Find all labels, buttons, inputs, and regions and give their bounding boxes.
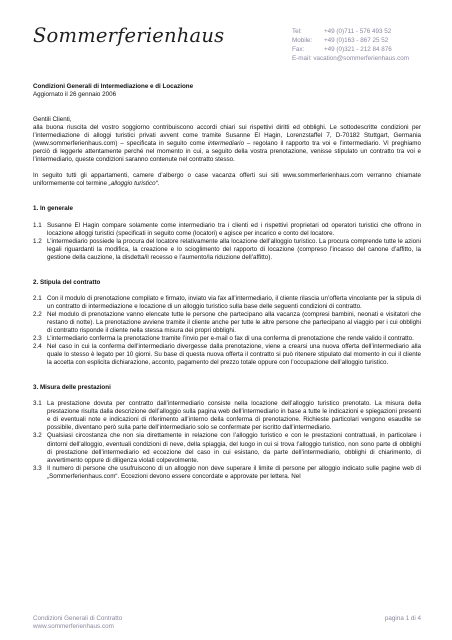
contact-fax [292,45,409,54]
contact-value: +49 (0)163 - 867 25 52 [324,37,389,45]
offer-paragraph [33,172,421,188]
page-number: pagina 1 di 4 [384,615,421,622]
item-number: 2.1 [33,294,42,302]
list-item [33,343,421,367]
section-heading: 2. Stipula del contratto [33,278,101,286]
list-item [33,311,421,335]
document-title: Condizioni Generali di Intermediazione e di Locazione [33,83,194,90]
list-item [33,335,421,343]
item-text: Il numero di persone che usufruiscono di un alloggio non deve superare il limite di persone per alloggio indicato sulle pagine web di „Sommerferienhaus.com“. Eccezioni devono essere concordate e approvate per lettera. Nel [47,464,421,480]
contact-value: +49 (0)711 - 576 493 52 [324,28,392,35]
contact-label: Mobile: [292,37,313,45]
footer-title: Condizioni Generali di Contratto [33,615,123,622]
contact-label: Fax: [292,46,305,54]
item-number: 1.1 [33,221,42,229]
page-footer [33,615,421,631]
item-text: L’intermediario conferma la prenotazione tramite l’invio per e-mail o fax di una conferma di prenotazione che rende valido il contratto. [47,335,414,343]
intro-paragraph [33,124,421,164]
intro-text: alla buona riuscita del vostro soggiorno contribuiscono accordi chiari sui rispettivi diritti ed obblighi. Le sottodescritte condizioni per l’intermediazione di alloggi turistici privati avvent come tramite Susanne El Hagin, Lorenzstaffel 7, D-70182 Stuttgart, Germania (www.sommerferienhaus.com) – specificata in seguito come [33,124,421,148]
item-text: Qualsiasi circostanza che non sia direttamente in relazione con l’alloggio turistico e con le prestazioni contrattuali, in particolare i dintorni dell’alloggio, eventuali condizioni di neve, della spiaggia, del luogo in cui si trova l’alloggio turistico, non sono parte di obblighi di prestazione dell’intermediario ed eccezione del caso in cui esistano, da parte dell’intermediario, obblighi di chiarimento, di avvertimento oppure di diligenza violati colpevolmente. [47,432,421,464]
contact-label: Tel: [292,28,302,35]
greeting: Gentili Clienti, [33,116,72,124]
contact-phone [292,27,409,36]
contact-block [292,27,409,63]
offer-emphasis: „alloggio turistico“ [108,180,158,188]
item-number: 1.2 [33,237,42,245]
list-item [33,400,421,432]
item-number: 2.2 [33,310,42,318]
list-item [33,432,421,464]
list-item [33,295,421,311]
list-item [33,238,421,262]
item-text: Nel caso in cui la conferma dell’intermediario divergesse dalla prenotazione, viene a crearsi una nuova offerta dell’intermediario alla quale lo stesso è legato per 10 giorni. Su base di questa nuova offerta il contratto si può ritenere stipulato dal momento in cui il cliente la accetta con esplicita dichiarazione, acconto, pagamento del prezzo totale oppure con l’occupazione dell’alloggio turistico. [47,343,421,367]
logo: Sommerferienhaus [33,24,225,47]
contact-mobile [292,36,409,45]
section-heading: 3. Misura delle prestazioni [33,384,111,392]
offer-text: In seguito tutti gli appartamenti, camere d’albergo o case vacanza offerti sui siti www.sommerferienhaus.com verranno chiamate uniformemente col termine [33,172,421,188]
intro-text-cont: – regolano il rapporto tra voi e l’intermediario. Vi preghiamo perciò di leggerle attentamente perché nel momento in cui, a seguito della vostra prenotazione, venisse stipulato un contratto tra voi e l’intermediario, queste condizioni saranno contenute nel contratto stesso. [33,140,421,164]
item-text: Susanne El Hagin compare solamente come intermediario tra i clienti ed i rispettivi proprietari od operatori turistici che offrono in locazione alloggi turistici (specificati in seguito come (locatori) e agisce per incarico e conto del locatore. [47,221,421,237]
item-number: 3.1 [33,400,42,408]
item-number: 3.2 [33,432,42,440]
item-number: 2.3 [33,335,42,343]
list-item [33,465,421,481]
document-body [33,83,421,481]
item-number: 3.3 [33,464,42,472]
item-text: Nel modulo di prenotazione vanno elencate tutte le persone che partecipano alla vacanza (compresi bambini, neonati e visitatori che restano di notte). La prenotazione avviene tramite il cliente anche per tutte le altre persone che partecipano al viaggio per i cui obblighi di contratto risponde il cliente nella stessa misura dei propri obblighi. [47,310,421,334]
contact-value: +49 (0)321 - 212 84 876 [324,46,392,54]
item-text: Con il modulo di prenotazione compilato e firmato, inviato via fax all’intermediario, il cliente rilascia un’offerta vincolante per la stipula di un contratto di intermediazione e locazione di un alloggio turistico sulla base delle seguenti condizioni di contratto. [47,294,421,310]
document-updated: Aggiornato il 26 gennaio 2006 [33,91,117,99]
section-heading: 1. In generale [33,205,73,213]
item-number: 2.4 [33,343,42,351]
list-item [33,222,421,238]
contact-email: E-mail: vacation@sommerferienhaus.com [292,55,409,63]
intro-emphasis: intermediario [207,140,245,148]
item-text: La prestazione dovuta per contratto dall’intermediario consiste nella locazione dell’alloggio turistico prenotato. La misura della prestazione risulta dalla descrizione dell’alloggio sulla pagina web dell’intermediario in base a tutte le indicazioni e spiegazioni presenti e di eventuali note e indicazioni di riferimento all’interno della conferma di prenotazione. Richieste particolari vengono esaudite se possibile, diventano però sulla parte dell’intermediario solo se confermate per iscritto dall’intermediario. [47,400,421,432]
offer-text-end: . [157,180,160,188]
footer-website: www.sommerferienhaus.com [33,623,114,631]
item-text: L’intermediario possiede la procura del locatore relativamente alla locazione dell’alloggio turistico. La procura comprende tutte le azioni legali riguardanti la modifica, la creazione e lo scioglimento del rapporto di locazione (compreso l’incasso del canone d’affitto, la gestione della cauzione, la disdetta/il recesso e l’aumento/la riduzione dell’affitto). [47,237,421,261]
